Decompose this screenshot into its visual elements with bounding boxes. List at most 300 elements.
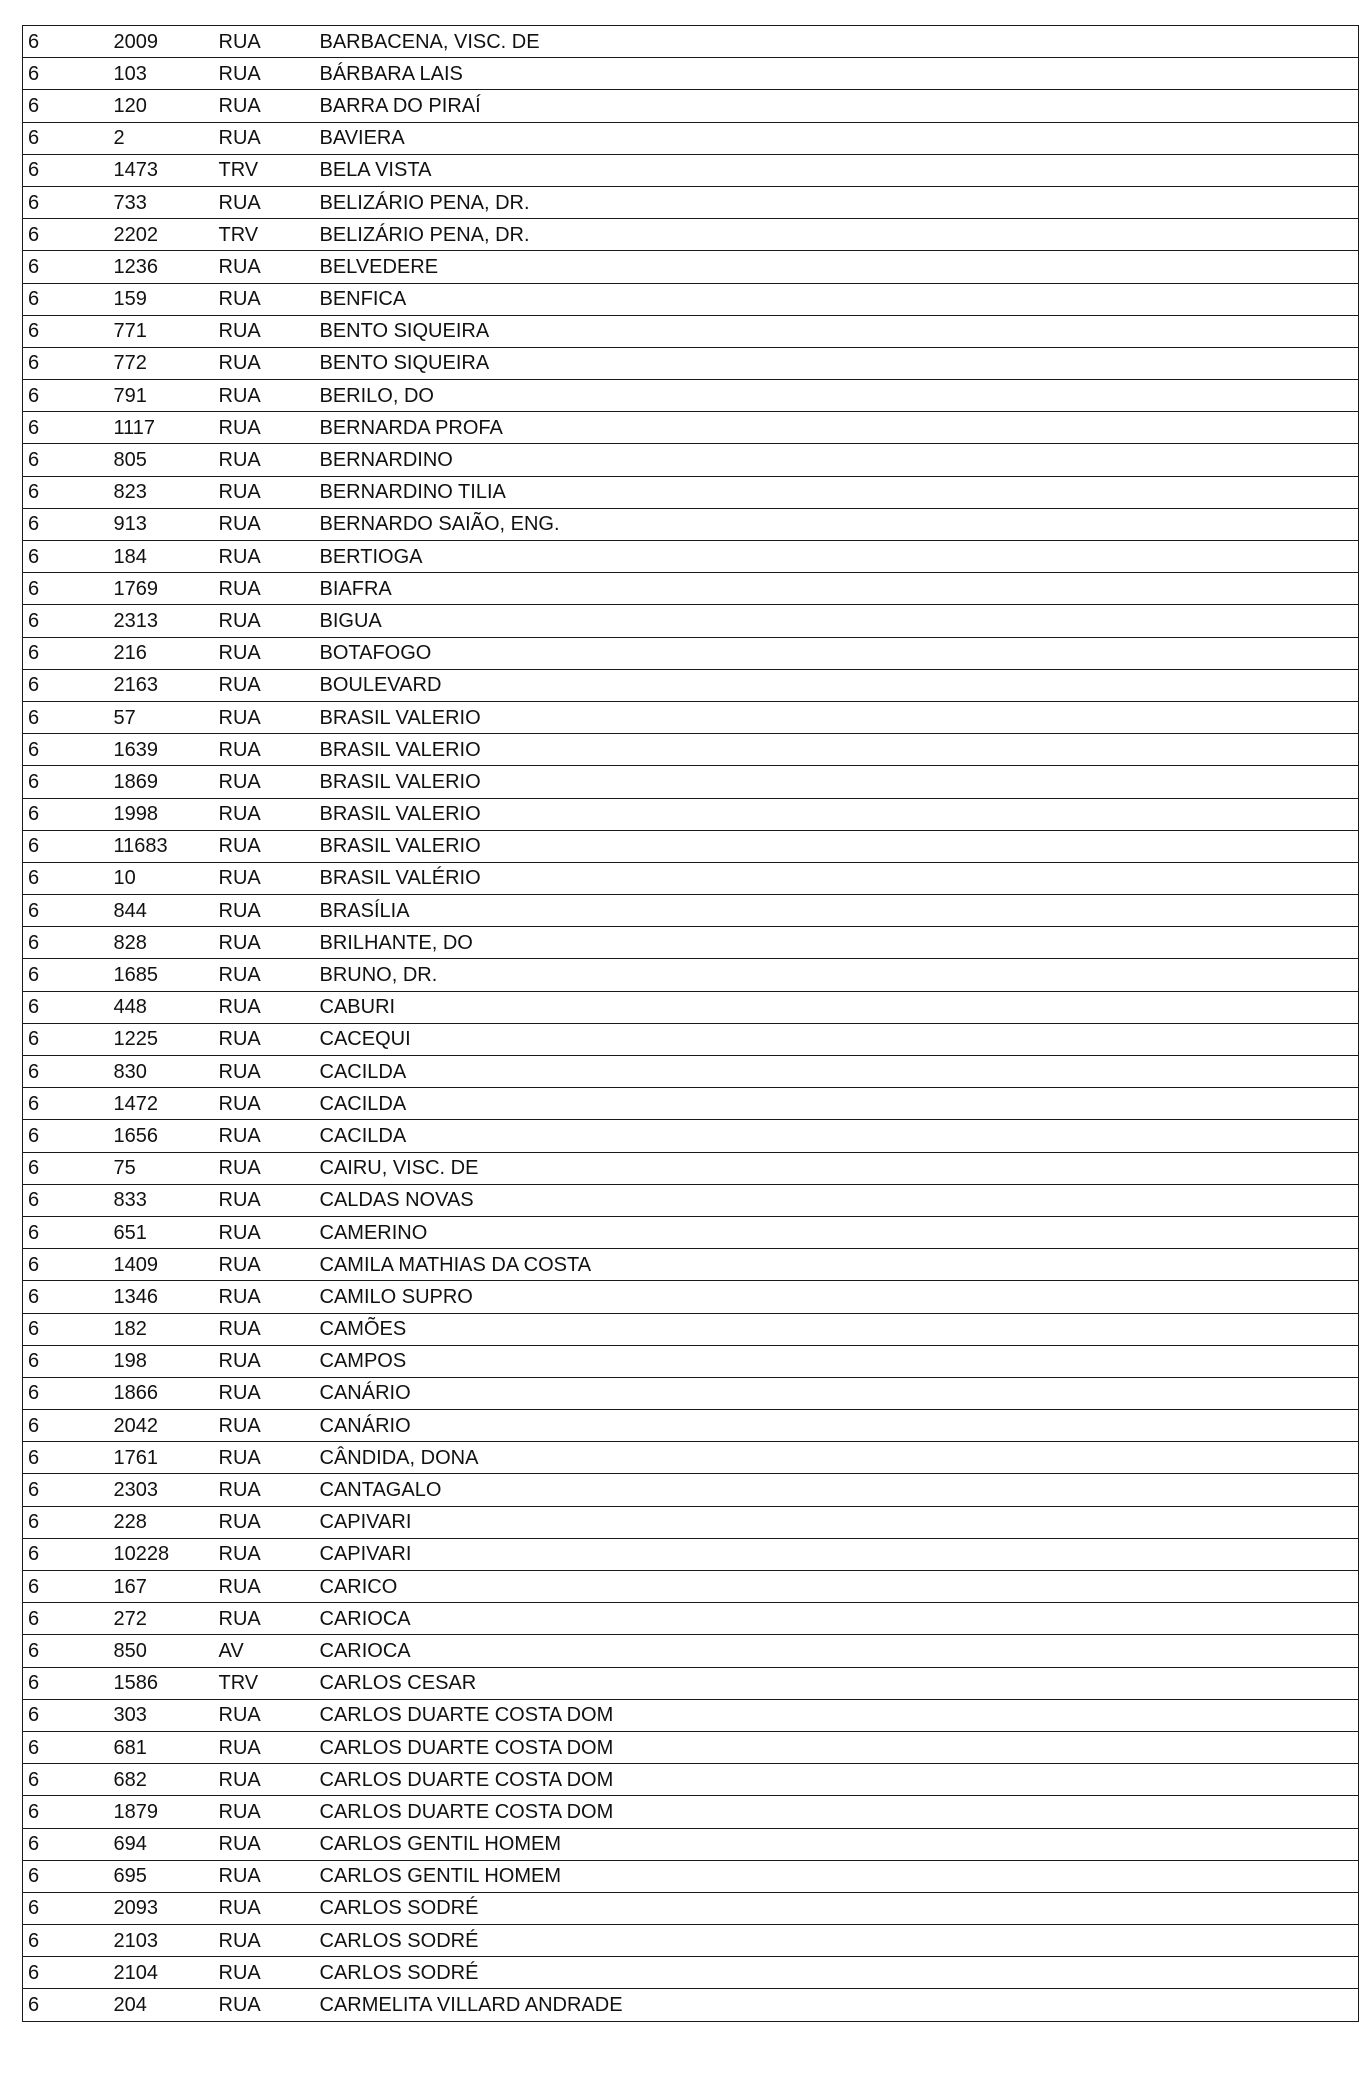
zone-cell: 6 — [23, 1442, 108, 1474]
table-row — [23, 1699, 1359, 1731]
zone-cell: 6 — [23, 637, 108, 669]
table-row — [23, 573, 1359, 605]
type-cell: RUA — [213, 1377, 314, 1409]
name-cell: CACILDA — [314, 1120, 1359, 1152]
type-cell: RUA — [213, 444, 314, 476]
zone-cell: 6 — [23, 1699, 108, 1731]
type-cell: RUA — [213, 1731, 314, 1763]
type-cell: RUA — [213, 1925, 314, 1957]
type-cell: RUA — [213, 541, 314, 573]
code-cell: 823 — [108, 476, 213, 508]
code-cell: 850 — [108, 1635, 213, 1667]
name-cell: CAMILA MATHIAS DA COSTA — [314, 1249, 1359, 1281]
type-cell: RUA — [213, 347, 314, 379]
name-cell: CAMPOS — [314, 1345, 1359, 1377]
zone-cell: 6 — [23, 1377, 108, 1409]
table-row — [23, 605, 1359, 637]
code-cell: 159 — [108, 283, 213, 315]
code-cell: 57 — [108, 701, 213, 733]
name-cell: BERILO, DO — [314, 380, 1359, 412]
code-cell: 103 — [108, 58, 213, 90]
name-cell: BRASIL VALERIO — [314, 701, 1359, 733]
zone-cell: 6 — [23, 991, 108, 1023]
type-cell: TRV — [213, 1667, 314, 1699]
zone-cell: 6 — [23, 380, 108, 412]
zone-cell: 6 — [23, 1281, 108, 1313]
zone-cell: 6 — [23, 1216, 108, 1248]
table-row — [23, 58, 1359, 90]
zone-cell: 6 — [23, 1796, 108, 1828]
code-cell: 1866 — [108, 1377, 213, 1409]
zone-cell: 6 — [23, 122, 108, 154]
zone-cell: 6 — [23, 1828, 108, 1860]
type-cell: RUA — [213, 508, 314, 540]
type-cell: RUA — [213, 798, 314, 830]
name-cell: CANTAGALO — [314, 1474, 1359, 1506]
name-cell: CÂNDIDA, DONA — [314, 1442, 1359, 1474]
type-cell: RUA — [213, 1989, 314, 2021]
type-cell: RUA — [213, 1313, 314, 1345]
table-row — [23, 1281, 1359, 1313]
zone-cell: 6 — [23, 1603, 108, 1635]
zone-cell: 6 — [23, 58, 108, 90]
zone-cell: 6 — [23, 251, 108, 283]
code-cell: 2009 — [108, 26, 213, 58]
zone-cell: 6 — [23, 830, 108, 862]
zone-cell: 6 — [23, 1184, 108, 1216]
table-row — [23, 444, 1359, 476]
zone-cell: 6 — [23, 1635, 108, 1667]
code-cell: 167 — [108, 1571, 213, 1603]
zone-cell: 6 — [23, 186, 108, 218]
table-row — [23, 476, 1359, 508]
zone-cell: 6 — [23, 766, 108, 798]
type-cell: RUA — [213, 862, 314, 894]
type-cell: RUA — [213, 283, 314, 315]
code-cell: 1769 — [108, 573, 213, 605]
name-cell: BERNARDA PROFA — [314, 412, 1359, 444]
code-cell: 1225 — [108, 1023, 213, 1055]
type-cell: RUA — [213, 1056, 314, 1088]
code-cell: 791 — [108, 380, 213, 412]
code-cell: 1236 — [108, 251, 213, 283]
table-row — [23, 541, 1359, 573]
type-cell: RUA — [213, 1152, 314, 1184]
name-cell: BELIZÁRIO PENA, DR. — [314, 186, 1359, 218]
code-cell: 2313 — [108, 605, 213, 637]
zone-cell: 6 — [23, 219, 108, 251]
name-cell: CARLOS DUARTE COSTA DOM — [314, 1764, 1359, 1796]
table-row — [23, 1667, 1359, 1699]
code-cell: 695 — [108, 1860, 213, 1892]
type-cell: RUA — [213, 959, 314, 991]
table-row — [23, 251, 1359, 283]
table-row — [23, 1442, 1359, 1474]
name-cell: CANÁRIO — [314, 1410, 1359, 1442]
name-cell: CARIOCA — [314, 1635, 1359, 1667]
zone-cell: 6 — [23, 1506, 108, 1538]
code-cell: 1409 — [108, 1249, 213, 1281]
name-cell: CARIOCA — [314, 1603, 1359, 1635]
type-cell: RUA — [213, 380, 314, 412]
zone-cell: 6 — [23, 895, 108, 927]
code-cell: 1472 — [108, 1088, 213, 1120]
name-cell: CABURI — [314, 991, 1359, 1023]
type-cell: RUA — [213, 669, 314, 701]
name-cell: BARBACENA, VISC. DE — [314, 26, 1359, 58]
zone-cell: 6 — [23, 1410, 108, 1442]
table-row — [23, 283, 1359, 315]
name-cell: BELA VISTA — [314, 154, 1359, 186]
table-row — [23, 669, 1359, 701]
name-cell: CAMÕES — [314, 1313, 1359, 1345]
table-row — [23, 1731, 1359, 1763]
type-cell: RUA — [213, 90, 314, 122]
table-row — [23, 380, 1359, 412]
name-cell: BENTO SIQUEIRA — [314, 315, 1359, 347]
table-row — [23, 1538, 1359, 1570]
code-cell: 913 — [108, 508, 213, 540]
table-row — [23, 1152, 1359, 1184]
code-cell: 2303 — [108, 1474, 213, 1506]
table-row — [23, 959, 1359, 991]
type-cell: RUA — [213, 1796, 314, 1828]
zone-cell: 6 — [23, 1538, 108, 1570]
name-cell: CARLOS DUARTE COSTA DOM — [314, 1731, 1359, 1763]
table-row — [23, 1088, 1359, 1120]
code-cell: 828 — [108, 927, 213, 959]
zone-cell: 6 — [23, 605, 108, 637]
zone-cell: 6 — [23, 734, 108, 766]
zone-cell: 6 — [23, 927, 108, 959]
zone-cell: 6 — [23, 701, 108, 733]
code-cell: 651 — [108, 1216, 213, 1248]
name-cell: CACILDA — [314, 1088, 1359, 1120]
name-cell: BOULEVARD — [314, 669, 1359, 701]
zone-cell: 6 — [23, 959, 108, 991]
code-cell: 216 — [108, 637, 213, 669]
code-cell: 1656 — [108, 1120, 213, 1152]
name-cell: BRASIL VALÉRIO — [314, 862, 1359, 894]
type-cell: RUA — [213, 1603, 314, 1635]
table-row — [23, 1796, 1359, 1828]
type-cell: RUA — [213, 605, 314, 637]
table-row — [23, 637, 1359, 669]
table-row — [23, 90, 1359, 122]
type-cell: RUA — [213, 1538, 314, 1570]
type-cell: RUA — [213, 734, 314, 766]
name-cell: BERNARDO SAIÃO, ENG. — [314, 508, 1359, 540]
type-cell: RUA — [213, 58, 314, 90]
code-cell: 1761 — [108, 1442, 213, 1474]
zone-cell: 6 — [23, 1925, 108, 1957]
code-cell: 805 — [108, 444, 213, 476]
type-cell: RUA — [213, 1764, 314, 1796]
table-row — [23, 347, 1359, 379]
table-row — [23, 26, 1359, 58]
type-cell: TRV — [213, 219, 314, 251]
table-row — [23, 154, 1359, 186]
code-cell: 1346 — [108, 1281, 213, 1313]
zone-cell: 6 — [23, 1571, 108, 1603]
zone-cell: 6 — [23, 315, 108, 347]
table-row — [23, 1989, 1359, 2021]
name-cell: BRASIL VALERIO — [314, 830, 1359, 862]
zone-cell: 6 — [23, 1667, 108, 1699]
type-cell: RUA — [213, 895, 314, 927]
zone-cell: 6 — [23, 573, 108, 605]
type-cell: RUA — [213, 1023, 314, 1055]
type-cell: RUA — [213, 1249, 314, 1281]
name-cell: BRASIL VALERIO — [314, 734, 1359, 766]
code-cell: 1639 — [108, 734, 213, 766]
zone-cell: 6 — [23, 1860, 108, 1892]
name-cell: CARICO — [314, 1571, 1359, 1603]
name-cell: BERTIOGA — [314, 541, 1359, 573]
name-cell: BAVIERA — [314, 122, 1359, 154]
zone-cell: 6 — [23, 1474, 108, 1506]
table-row — [23, 1506, 1359, 1538]
code-cell: 2163 — [108, 669, 213, 701]
zone-cell: 6 — [23, 798, 108, 830]
type-cell: RUA — [213, 1828, 314, 1860]
zone-cell: 6 — [23, 541, 108, 573]
code-cell: 272 — [108, 1603, 213, 1635]
zone-cell: 6 — [23, 347, 108, 379]
table-row — [23, 766, 1359, 798]
type-cell: RUA — [213, 251, 314, 283]
name-cell: BRASÍLIA — [314, 895, 1359, 927]
type-cell: RUA — [213, 1699, 314, 1731]
table-row — [23, 1120, 1359, 1152]
code-cell: 1473 — [108, 154, 213, 186]
zone-cell: 6 — [23, 669, 108, 701]
table-row — [23, 1635, 1359, 1667]
type-cell: RUA — [213, 701, 314, 733]
name-cell: CACEQUI — [314, 1023, 1359, 1055]
type-cell: RUA — [213, 26, 314, 58]
zone-cell: 6 — [23, 1152, 108, 1184]
code-cell: 1117 — [108, 412, 213, 444]
code-cell: 2103 — [108, 1925, 213, 1957]
table-row — [23, 734, 1359, 766]
table-row — [23, 1377, 1359, 1409]
name-cell: CAPIVARI — [314, 1506, 1359, 1538]
table-row — [23, 315, 1359, 347]
table-row — [23, 1023, 1359, 1055]
type-cell: RUA — [213, 927, 314, 959]
name-cell: BOTAFOGO — [314, 637, 1359, 669]
zone-cell: 6 — [23, 154, 108, 186]
name-cell: CARLOS DUARTE COSTA DOM — [314, 1796, 1359, 1828]
name-cell: CANÁRIO — [314, 1377, 1359, 1409]
type-cell: RUA — [213, 186, 314, 218]
type-cell: RUA — [213, 573, 314, 605]
type-cell: RUA — [213, 412, 314, 444]
name-cell: BENFICA — [314, 283, 1359, 315]
table-row — [23, 927, 1359, 959]
name-cell: CARLOS GENTIL HOMEM — [314, 1860, 1359, 1892]
code-cell: 1586 — [108, 1667, 213, 1699]
type-cell: RUA — [213, 1474, 314, 1506]
zone-cell: 6 — [23, 1313, 108, 1345]
code-cell: 2042 — [108, 1410, 213, 1442]
name-cell: CACILDA — [314, 1056, 1359, 1088]
table-row — [23, 1603, 1359, 1635]
type-cell: RUA — [213, 991, 314, 1023]
zone-cell: 6 — [23, 1731, 108, 1763]
code-cell: 733 — [108, 186, 213, 218]
zone-cell: 6 — [23, 476, 108, 508]
code-cell: 303 — [108, 1699, 213, 1731]
name-cell: BENTO SIQUEIRA — [314, 347, 1359, 379]
type-cell: RUA — [213, 1892, 314, 1924]
type-cell: RUA — [213, 1281, 314, 1313]
table-row — [23, 895, 1359, 927]
code-cell: 772 — [108, 347, 213, 379]
type-cell: RUA — [213, 1345, 314, 1377]
zone-cell: 6 — [23, 508, 108, 540]
table-row — [23, 1474, 1359, 1506]
table-row — [23, 1571, 1359, 1603]
type-cell: RUA — [213, 1957, 314, 1989]
name-cell: CARLOS GENTIL HOMEM — [314, 1828, 1359, 1860]
street-list-table — [22, 25, 1359, 2022]
name-cell: BELVEDERE — [314, 251, 1359, 283]
type-cell: RUA — [213, 1506, 314, 1538]
code-cell: 204 — [108, 1989, 213, 2021]
name-cell: CARLOS SODRÉ — [314, 1925, 1359, 1957]
code-cell: 10228 — [108, 1538, 213, 1570]
type-cell: RUA — [213, 1120, 314, 1152]
table-row — [23, 991, 1359, 1023]
code-cell: 1685 — [108, 959, 213, 991]
table-row — [23, 122, 1359, 154]
code-cell: 681 — [108, 1731, 213, 1763]
type-cell: RUA — [213, 1860, 314, 1892]
code-cell: 830 — [108, 1056, 213, 1088]
type-cell: RUA — [213, 637, 314, 669]
table-row — [23, 1313, 1359, 1345]
type-cell: RUA — [213, 1216, 314, 1248]
zone-cell: 6 — [23, 26, 108, 58]
table-row — [23, 1345, 1359, 1377]
code-cell: 844 — [108, 895, 213, 927]
zone-cell: 6 — [23, 1764, 108, 1796]
table-row — [23, 508, 1359, 540]
table-row — [23, 1828, 1359, 1860]
name-cell: CAIRU, VISC. DE — [314, 1152, 1359, 1184]
name-cell: CAPIVARI — [314, 1538, 1359, 1570]
name-cell: CARLOS CESAR — [314, 1667, 1359, 1699]
code-cell: 771 — [108, 315, 213, 347]
table-row — [23, 186, 1359, 218]
zone-cell: 6 — [23, 862, 108, 894]
name-cell: BERNARDINO — [314, 444, 1359, 476]
name-cell: BÁRBARA LAIS — [314, 58, 1359, 90]
name-cell: CAMILO SUPRO — [314, 1281, 1359, 1313]
type-cell: RUA — [213, 766, 314, 798]
name-cell: CARMELITA VILLARD ANDRADE — [314, 1989, 1359, 2021]
type-cell: RUA — [213, 1410, 314, 1442]
table-row — [23, 1410, 1359, 1442]
code-cell: 182 — [108, 1313, 213, 1345]
code-cell: 833 — [108, 1184, 213, 1216]
table-row — [23, 1925, 1359, 1957]
code-cell: 694 — [108, 1828, 213, 1860]
zone-cell: 6 — [23, 444, 108, 476]
type-cell: RUA — [213, 830, 314, 862]
code-cell: 1998 — [108, 798, 213, 830]
code-cell: 228 — [108, 1506, 213, 1538]
zone-cell: 6 — [23, 1249, 108, 1281]
street-list-body — [23, 26, 1359, 2022]
type-cell: RUA — [213, 1184, 314, 1216]
table-row — [23, 1216, 1359, 1248]
zone-cell: 6 — [23, 1345, 108, 1377]
name-cell: CALDAS NOVAS — [314, 1184, 1359, 1216]
name-cell: BRASIL VALERIO — [314, 798, 1359, 830]
type-cell: RUA — [213, 1088, 314, 1120]
table-row — [23, 412, 1359, 444]
table-row — [23, 1957, 1359, 1989]
code-cell: 2093 — [108, 1892, 213, 1924]
table-row — [23, 219, 1359, 251]
zone-cell: 6 — [23, 412, 108, 444]
name-cell: CARLOS SODRÉ — [314, 1892, 1359, 1924]
table-row — [23, 1184, 1359, 1216]
name-cell: BIAFRA — [314, 573, 1359, 605]
name-cell: BARRA DO PIRAÍ — [314, 90, 1359, 122]
table-row — [23, 798, 1359, 830]
code-cell: 10 — [108, 862, 213, 894]
zone-cell: 6 — [23, 1023, 108, 1055]
table-row — [23, 1860, 1359, 1892]
code-cell: 120 — [108, 90, 213, 122]
name-cell: BERNARDINO TILIA — [314, 476, 1359, 508]
table-row — [23, 830, 1359, 862]
name-cell: BIGUA — [314, 605, 1359, 637]
table-row — [23, 1249, 1359, 1281]
type-cell: RUA — [213, 1571, 314, 1603]
table-row — [23, 1892, 1359, 1924]
code-cell: 1879 — [108, 1796, 213, 1828]
zone-cell: 6 — [23, 1056, 108, 1088]
type-cell: RUA — [213, 315, 314, 347]
name-cell: BELIZÁRIO PENA, DR. — [314, 219, 1359, 251]
name-cell: BRASIL VALERIO — [314, 766, 1359, 798]
type-cell: AV — [213, 1635, 314, 1667]
name-cell: BRUNO, DR. — [314, 959, 1359, 991]
name-cell: BRILHANTE, DO — [314, 927, 1359, 959]
code-cell: 2 — [108, 122, 213, 154]
name-cell: CARLOS SODRÉ — [314, 1957, 1359, 1989]
zone-cell: 6 — [23, 1892, 108, 1924]
code-cell: 1869 — [108, 766, 213, 798]
code-cell: 448 — [108, 991, 213, 1023]
code-cell: 2104 — [108, 1957, 213, 1989]
zone-cell: 6 — [23, 1989, 108, 2021]
type-cell: RUA — [213, 122, 314, 154]
zone-cell: 6 — [23, 90, 108, 122]
code-cell: 198 — [108, 1345, 213, 1377]
zone-cell: 6 — [23, 1957, 108, 1989]
table-row — [23, 701, 1359, 733]
code-cell: 11683 — [108, 830, 213, 862]
table-row — [23, 1056, 1359, 1088]
type-cell: TRV — [213, 154, 314, 186]
code-cell: 2202 — [108, 219, 213, 251]
